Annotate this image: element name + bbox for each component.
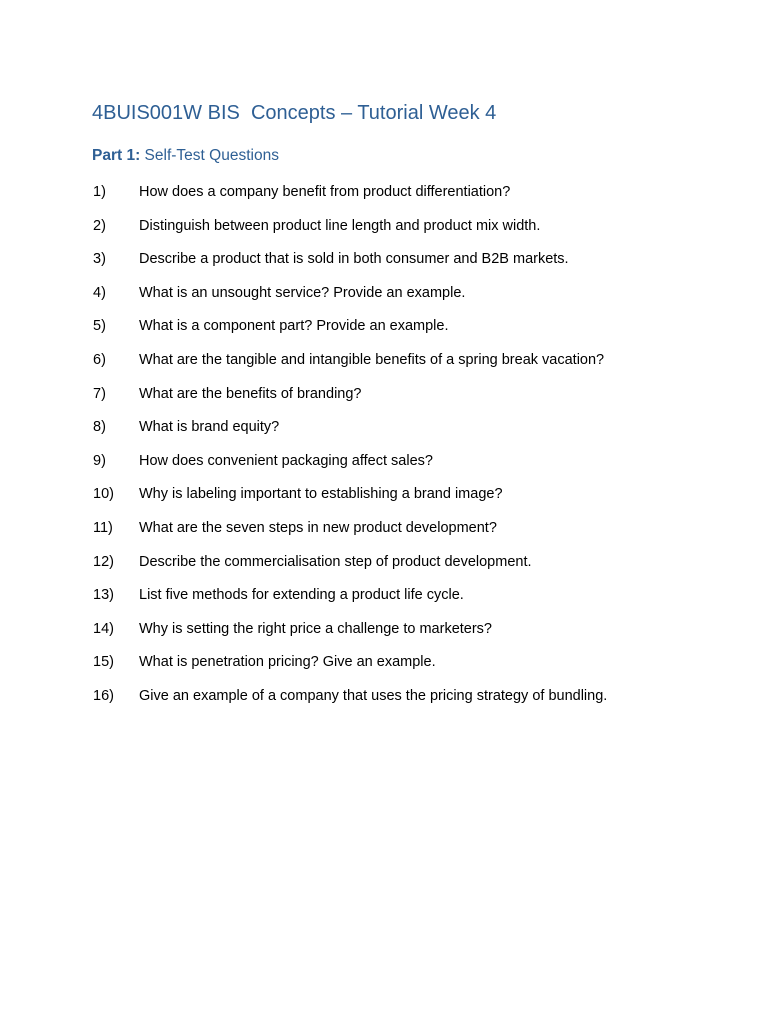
question-text: What is brand equity?	[139, 419, 280, 436]
question-item	[0, 619, 768, 653]
question-item	[0, 216, 768, 250]
section-part-label: Part 1:	[92, 147, 141, 164]
question-item	[0, 283, 768, 317]
question-text: What is an unsought service? Provide an example.	[139, 284, 466, 301]
question-number: 11)	[93, 519, 113, 536]
question-number: 13)	[93, 587, 114, 604]
question-item	[0, 518, 768, 552]
question-number: 5)	[93, 318, 106, 335]
question-item	[0, 384, 768, 418]
question-number: 8)	[93, 419, 106, 436]
question-text: Distinguish between product line length and product mix width.	[139, 217, 541, 234]
question-number: 16)	[93, 687, 114, 704]
question-number: 15)	[93, 654, 114, 671]
question-item	[0, 652, 768, 686]
question-item	[0, 417, 768, 451]
question-text: What are the seven steps in new product development?	[139, 519, 497, 536]
question-text: What are the tangible and intangible benefits of a spring break vacation?	[139, 351, 605, 368]
question-item	[0, 249, 768, 283]
question-text: How does a company benefit from product differentiation?	[139, 184, 511, 200]
question-number: 10)	[93, 486, 114, 503]
question-number: 12)	[93, 553, 114, 570]
question-text: What is a component part? Provide an example.	[139, 318, 449, 335]
question-text: List five methods for extending a product life cycle.	[139, 587, 464, 604]
question-text: Why is labeling important to establishing a brand image?	[139, 486, 503, 503]
question-number: 9)	[93, 452, 106, 469]
document-title: 4BUIS001W BIS Concepts – Tutorial Week 4	[92, 102, 497, 124]
question-number: 14)	[93, 620, 114, 637]
question-item	[0, 350, 768, 384]
question-text: What is penetration pricing? Give an example.	[139, 654, 436, 671]
section-heading-text: Self-Test Questions	[140, 147, 279, 164]
question-item	[0, 686, 768, 720]
question-item	[0, 484, 768, 518]
question-number: 6)	[93, 351, 106, 368]
question-list	[0, 182, 768, 720]
question-number: 4)	[93, 284, 106, 301]
question-item	[0, 552, 768, 586]
question-item	[0, 316, 768, 350]
question-number: 3)	[93, 251, 106, 268]
question-number: 2)	[93, 217, 106, 234]
question-text: Describe the commercialisation step of product development.	[139, 553, 532, 570]
question-item	[0, 585, 768, 619]
question-number: 1)	[93, 184, 106, 200]
section-heading	[92, 145, 279, 167]
question-item	[0, 182, 768, 216]
question-text: Describe a product that is sold in both consumer and B2B markets.	[139, 251, 569, 268]
question-text: Give an example of a company that uses the pricing strategy of bundling.	[139, 687, 608, 704]
question-text: What are the benefits of branding?	[139, 385, 362, 402]
question-text: Why is setting the right price a challenge to marketers?	[139, 620, 492, 637]
question-item	[0, 451, 768, 485]
question-number: 7)	[93, 385, 106, 402]
question-text: How does convenient packaging affect sales?	[139, 452, 433, 469]
